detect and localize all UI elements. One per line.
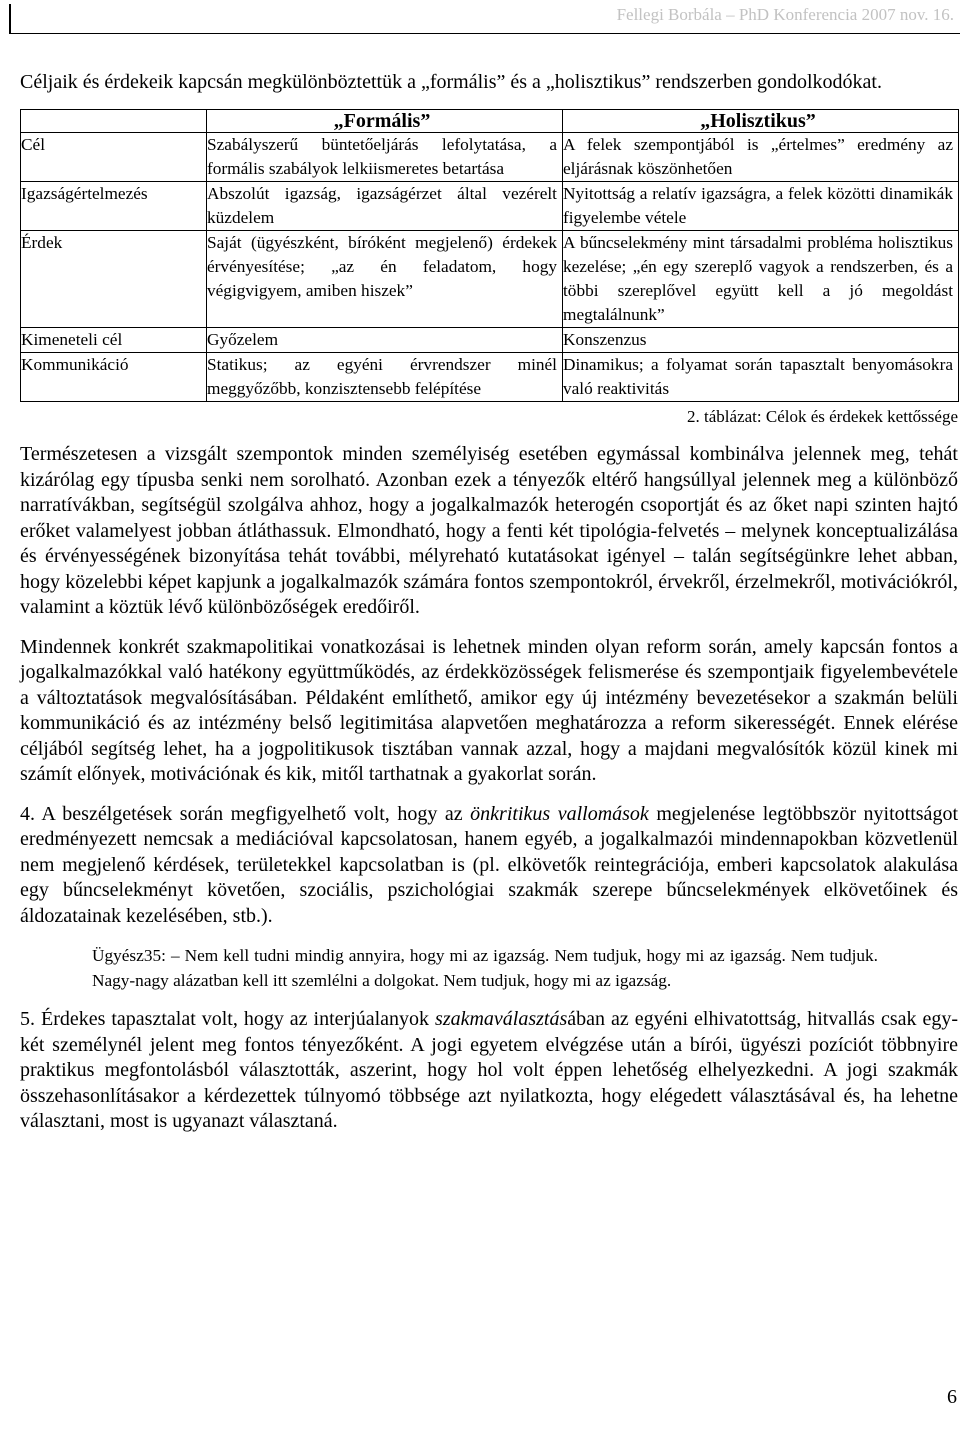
table-header-row (21, 110, 959, 133)
row-label: Cél (21, 133, 207, 182)
formal-cell: Abszolút igazság, igazságérzet által vezérelt küzdelem (207, 182, 563, 231)
formal-cell: Statikus; az egyéni érvrendszer minél meggyőzőbb, konzisztensebb felépítése (207, 353, 563, 402)
row-label: Kommunikáció (21, 353, 207, 402)
holistic-cell: A felek szempontjából is „értelmes” eredmény az eljárásnak köszönhetően (563, 133, 959, 182)
paragraph-text: megjelenése legtöbbször nyitottságot eredményezett nemcsak a mediációval kapcsolatosan, hanem egyéb, a jogalkalmazói mindennapokban közvetlenül nem megjelenő kérdések, területekkel kapcsolatban is (pl. elkövetők reintegrációja, emberi kapcsolatok alakulása egy bűncselekményt követően, szociális, pszichológiai szakmák szerepe bűncselekmények elkövetőinek és áldozatainak kezelésében, stb.). (20, 802, 958, 927)
page-number: 6 (947, 1386, 957, 1408)
column-header-formal: „Formális” (207, 110, 563, 133)
page-body (20, 68, 958, 1135)
formal-cell: Szabályszerű büntetőeljárás lefolytatása, a formális szabályok lelkiismeretes betartása (207, 133, 563, 182)
table-row (21, 353, 959, 402)
table-row (21, 328, 959, 353)
paragraph-text: ában az egyéni elhivatottság, hitvallás csak egy-két személynél jelent meg fontos tényezőként. A jogi egyetem elvégzése után a bírói, ügyészi pozíciót többnyire praktikus megfontolásból választották, aszerint, hogy hol volt éppen lehetőség elhelyezkedni. A jogi szakmák összehasonlításakor a kérdezettek túlnyomó többsége azt nyilatkozta, hogy elégedett választásával és, ha lehetne választani, most is ugyanazt választaná. (20, 1008, 958, 1132)
formal-cell: Saját (ügyészként, bíróként megjelenő) érdekek érvényesítése; „az én feladatom, hogy végigvigyem, amiben hiszek” (207, 231, 563, 328)
paragraph-typology: Természetesen a vizsgált szempontok minden személyiség esetében egymással kombinálva jelennek meg, tehát kizárólag egy típusba senki nem sorolható. Azonban ezek a tényezők eltérő hangsúllyal jelennek meg a különböző narratívákban, segítségül szolgálva ahhoz, hogy a jogalkalmazók heterogén csoportját és az őket napi szinten hajtó erőket valamelyest jobban átláthassuk. Elmondható, hogy a fenti két tipológia-felvetés – melynek konceptualizálása és érvényességének bizonyítása tehát további, mélyreható kutatásokat igényel – talán segítségünkre lehet abban, hogy közelebbi képet kapjunk a jogalkalmazók számára fontos szempontokról, érvekről, érzelmekről, motivációkról, valamint a köztük lévő különbözőségek eredőiről. (20, 443, 958, 618)
italic-term: szakmaválasztás (435, 1008, 568, 1030)
holistic-cell: Konszenzus (563, 328, 959, 353)
holistic-cell: A bűncselekmény mint társadalmi probléma holisztikus kezelése; „én egy szereplő vagyok a rendszerben, és a többi szereplővel együtt kell a jó megoldást megtalálnunk” (563, 231, 959, 328)
header-rule (9, 33, 960, 34)
header-margin-mark (9, 4, 11, 34)
table-caption: 2. táblázat: Célok és érdekek kettőssége (687, 407, 958, 426)
column-header-holistic: „Holisztikus” (563, 110, 959, 133)
row-label: Kimeneteli cél (21, 328, 207, 353)
paragraph-self-critical (20, 802, 958, 930)
intro-paragraph: Céljaik és érdekeik kapcsán megkülönböztettük a „formális” és a „holisztikus” rendszerben gondolkodókat. (20, 71, 882, 93)
row-label: Igazságértelmezés (21, 182, 207, 231)
formal-cell: Győzelem (207, 328, 563, 353)
paragraph-policy: Mindennek konkrét szakmapolitikai vonatkozásai is lehetnek minden olyan reform során, amely kapcsán fontos a jogalkalmazókkal való hatékony együttműködés, az érdekközösségek felismerése és szempontjaik figyelembevétele a változtatások megvalósításában. Példaként említhető, amikor egy új intézmény bevezetésekor a szakmán belüli kommunikáció és az intézmény belső legitimitása alapvetően meghatározza a reform sikerességét. Ennek elérése céljából segítség lehet, ha a jogpolitikusok tisztában vannak azzal, hogy a majdani megvalósítók közül kinek mi számít előnyek, motivációnak és kik, mitől tarthatnak a gyakorlat során. (20, 635, 958, 785)
table-row (21, 182, 959, 231)
row-label: Érdek (21, 231, 207, 328)
comparison-table (20, 109, 959, 402)
paragraph-text: 4. A beszélgetések során megfigyelhető volt, hogy az (20, 802, 471, 825)
running-title: Fellegi Borbála – PhD Konferencia 2007 nov. 16. (616, 5, 954, 24)
table-row (21, 231, 959, 328)
interview-quote: Ügyész35: – Nem kell tudni mindig annyira, hogy mi az igazság. Nem tudjuk, hogy mi az igazság. Nem tudjuk. Nagy-nagy alázatban kell itt szemlélni a dolgokat. Nem tudjuk, hogy mi az igazság. (92, 946, 878, 990)
italic-term: önkritikus vallomások (470, 802, 649, 825)
table-corner-cell (21, 110, 207, 133)
holistic-cell: Nyitottság a relatív igazságra, a felek közötti dinamikák figyelembe vétele (563, 182, 959, 231)
holistic-cell: Dinamikus; a folyamat során tapasztalt benyomásokra való reaktivitás (563, 353, 959, 402)
paragraph-text: 5. Érdekes tapasztalat volt, hogy az interjúalanyok (20, 1008, 436, 1030)
paragraph-career-choice (20, 1007, 958, 1135)
table-row (21, 133, 959, 182)
running-header (0, 0, 960, 40)
